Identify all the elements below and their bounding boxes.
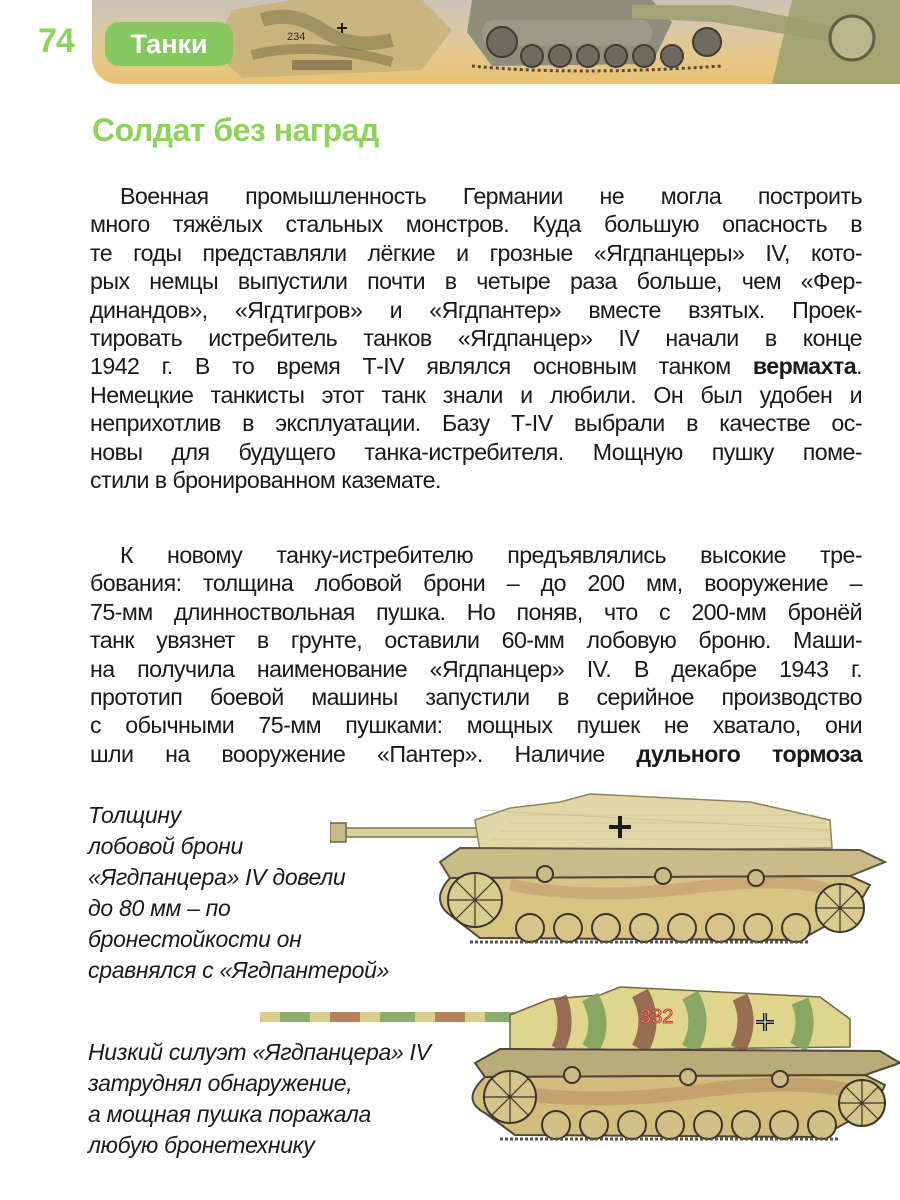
section-tag-label: Танки — [130, 28, 208, 59]
caption-line: лобовой брони — [88, 833, 244, 859]
paragraph-2 — [90, 541, 862, 768]
text-line — [90, 740, 862, 768]
text-line: новы для будущего танка-истребителя. Мощную пушку поме- — [90, 438, 862, 465]
caption-line: а мощная пушка поражала — [88, 1101, 371, 1127]
caption-line: Толщину — [88, 802, 181, 828]
text-line: Военная промышленность Германии не могла построить — [120, 183, 862, 209]
text-line: прототип боевой машины запустили в серийное производство — [90, 684, 862, 711]
caption-line: любую бронетехнику — [88, 1132, 315, 1158]
caption-line: затруднял обнаружение, — [88, 1070, 353, 1096]
svg-text:234: 234 — [287, 31, 306, 43]
text-line: с обычными 75-мм пушками: мощных пушек не хватало, они — [90, 712, 862, 739]
caption-line: сравнялся с «Ягдпантерой» — [88, 957, 390, 983]
text-line: те годы представляли лёгкие и грозные «Ягдпанцеры» IV, кото- — [90, 239, 862, 266]
caption-line: Низкий силуэт «Ягдпанцера» IV — [88, 1039, 431, 1065]
text-line: неприхотлив в эксплуатации. Базу Т-IV выбрали в качестве ос- — [90, 410, 862, 437]
bold-term-muzzle-brake: дульного тормоза — [636, 740, 863, 767]
text-run: шли на вооружение «Пантер». Наличие — [90, 740, 637, 767]
bold-term-wehrmacht: вермахта — [752, 353, 857, 380]
section-tag — [105, 22, 233, 66]
tank-illustration-camo — [260, 985, 900, 1155]
article-title: Солдат без наград — [92, 112, 379, 148]
text-line — [90, 352, 862, 380]
text-line: бования: толщина лобовой брони – до 200 мм, вооружение – — [90, 570, 862, 597]
text-line: рых немцы выпустили почти в четыре раза больше, чем «Фер- — [90, 268, 862, 295]
caption-line: бронестойкости он — [88, 926, 302, 952]
text-line: танк увязнет в грунте, оставили 60-мм лобовую броню. Маши- — [90, 627, 862, 654]
text-line: много тяжёлых стальных монстров. Куда большую опасность в — [90, 211, 862, 238]
tank-illustration-sand — [330, 790, 900, 960]
text-line: тировать истребитель танков «Ягдпанцер» IV начали в конце — [90, 325, 862, 352]
text-run: . — [856, 353, 862, 380]
caption-line: «Ягдпанцера» IV довели — [88, 864, 346, 890]
text-line: К новому танку-истребителю предъявлялись высокие тре- — [120, 542, 862, 568]
page-number: 74 — [38, 22, 74, 60]
text-line: 75-мм длинноствольная пушка. Но поняв, что с 200-мм бронёй — [90, 598, 862, 625]
text-line: на получила наименование «Ягдпанцер» IV. В декабре 1943 г. — [90, 655, 862, 682]
hull-number: 332 — [640, 1006, 674, 1028]
caption-line: до 80 мм – по — [88, 895, 231, 921]
text-line: Немецкие танкисты этот танк знали и любили. Он был удобен и — [90, 381, 862, 408]
paragraph-1 — [90, 182, 862, 494]
text-run: 1942 г. В то время Т-IV являлся основным танком — [90, 353, 753, 380]
text-line: стили в бронированном каземате. — [90, 467, 441, 494]
text-line: динандов», «Ягдтигров» и «Ягдпантер» вместе взятых. Проек- — [90, 296, 862, 323]
